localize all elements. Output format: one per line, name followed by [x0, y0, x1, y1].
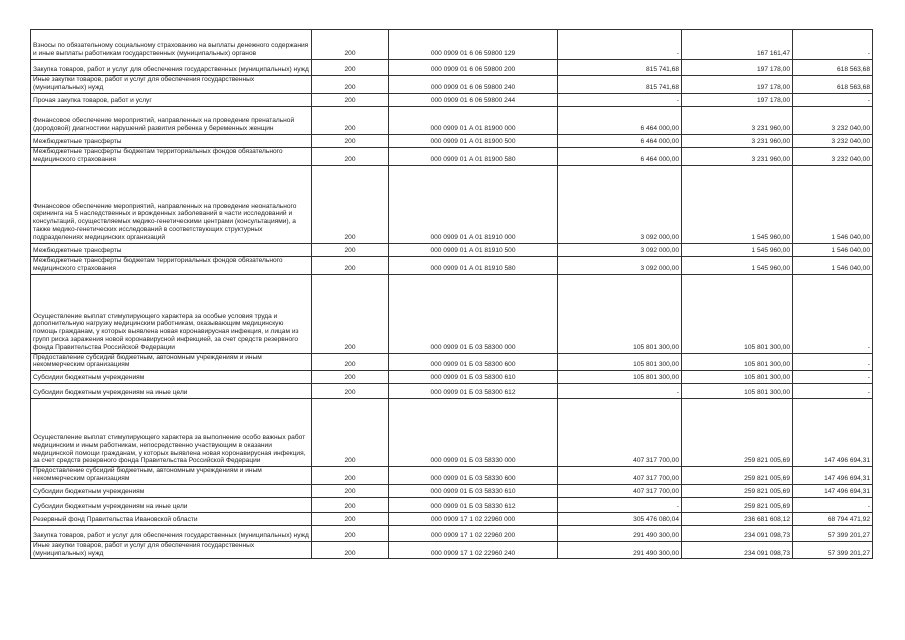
row-approved-amount: -: [558, 497, 682, 512]
row-unexecuted-amount: 57 399 201,27: [793, 525, 873, 541]
table-row: [31, 243, 873, 256]
row-code: 200: [312, 512, 389, 525]
row-unexecuted-amount: 3 232 040,00: [793, 147, 873, 165]
table-row: [31, 399, 873, 467]
row-budget-code: 000 0909 17 1 02 22960 200: [389, 525, 558, 541]
row-code: 200: [312, 243, 389, 256]
row-name: Осуществление выплат стимулирующего характера за особые условия труда и дополнительную нагрузку медицинским работникам, оказывающим медицинскую помощь гражданам, у которых выявлена новая коронавирусная инфекция, и лицам из групп риска заражения новой коронавирусной инфекцией, за счет средств резервного фонда Правительства Российской Федерации: [31, 274, 312, 353]
row-budget-code: 000 0909 01 А 01 81900 580: [389, 147, 558, 165]
row-name: Субсидии бюджетным учреждениям на иные цели: [31, 497, 312, 512]
table-body: [31, 30, 873, 559]
row-unexecuted-amount: 618 563,68: [793, 76, 873, 94]
row-name: Финансовое обеспечение мероприятий, направленных на проведение неонатального скрининга на 5 наследственных и врожденных заболеваний в части исследований и консультаций, осуществляемых медико-генетическими центрами (консультациями), а также медико-генетических исследований в соответствующих структурных подразделениях медицинских организаций: [31, 165, 312, 243]
row-executed-amount: 197 178,00: [682, 60, 793, 76]
row-code: 200: [312, 60, 389, 76]
table-row: [31, 165, 873, 243]
table-row: [31, 256, 873, 274]
row-approved-amount: 6 464 000,00: [558, 147, 682, 165]
table-row: [31, 353, 873, 371]
row-unexecuted-amount: -: [793, 30, 873, 60]
row-code: 200: [312, 384, 389, 399]
row-approved-amount: 291 490 300,00: [558, 525, 682, 541]
row-approved-amount: 407 317 700,00: [558, 467, 682, 485]
row-executed-amount: 259 821 005,69: [682, 467, 793, 485]
row-executed-amount: 259 821 005,69: [682, 399, 793, 467]
row-executed-amount: 3 231 960,00: [682, 147, 793, 165]
row-code: 200: [312, 371, 389, 384]
row-name: Предоставление субсидий бюджетным, автономным учреждениям и иным некоммерческим организациям: [31, 467, 312, 485]
table-row: [31, 497, 873, 512]
row-approved-amount: 105 801 300,00: [558, 353, 682, 371]
row-budget-code: 000 0909 17 1 02 22960 240: [389, 541, 558, 559]
row-approved-amount: 815 741,68: [558, 60, 682, 76]
row-code: 200: [312, 93, 389, 106]
row-code: 200: [312, 76, 389, 94]
row-code: 200: [312, 484, 389, 497]
table-row: [31, 274, 873, 353]
row-executed-amount: 234 091 098,73: [682, 541, 793, 559]
row-budget-code: 000 0909 01 Б 03 58300 000: [389, 274, 558, 353]
table-row: [31, 525, 873, 541]
row-budget-code: 000 0909 01 Б 03 58300 600: [389, 353, 558, 371]
row-unexecuted-amount: -: [793, 371, 873, 384]
row-name: Предоставление субсидий бюджетным, автономным учреждениям и иным некоммерческим организациям: [31, 353, 312, 371]
row-executed-amount: 197 178,00: [682, 76, 793, 94]
row-name: Закупка товаров, работ и услуг для обеспечения государственных (муниципальных) нужд: [31, 60, 312, 76]
row-unexecuted-amount: 147 496 694,31: [793, 399, 873, 467]
row-code: 200: [312, 106, 389, 134]
row-budget-code: 000 0909 01 Б 03 58330 612: [389, 497, 558, 512]
row-code: 200: [312, 525, 389, 541]
row-budget-code: 000 0909 01 Б 03 58330 600: [389, 467, 558, 485]
row-code: 200: [312, 147, 389, 165]
table-row: [31, 134, 873, 147]
row-executed-amount: 259 821 005,69: [682, 497, 793, 512]
row-executed-amount: 1 545 960,00: [682, 165, 793, 243]
row-executed-amount: 105 801 300,00: [682, 353, 793, 371]
row-name: Резервный фонд Правительства Ивановской области: [31, 512, 312, 525]
row-name: Взносы по обязательному социальному страхованию на выплаты денежного содержания и иные выплаты работникам государственных (муниципальных) органов: [31, 30, 312, 60]
row-approved-amount: 3 092 000,00: [558, 256, 682, 274]
row-unexecuted-amount: -: [793, 93, 873, 106]
table-row: [31, 467, 873, 485]
row-executed-amount: 197 178,00: [682, 93, 793, 106]
row-name: Финансовое обеспечение мероприятий, направленных на проведение пренатальной (дородовой) диагностики нарушений развития ребенка у беременных женщин: [31, 106, 312, 134]
row-budget-code: 000 0909 01 А 01 81910 580: [389, 256, 558, 274]
row-approved-amount: 291 490 300,00: [558, 541, 682, 559]
row-approved-amount: 105 801 300,00: [558, 371, 682, 384]
row-approved-amount: 3 092 000,00: [558, 243, 682, 256]
table-row: [31, 30, 873, 60]
row-name: Межбюджетные трансферты: [31, 134, 312, 147]
row-executed-amount: 236 681 608,12: [682, 512, 793, 525]
table-row: [31, 484, 873, 497]
row-budget-code: 000 0909 01 6 06 59800 244: [389, 93, 558, 106]
table-row: [31, 371, 873, 384]
row-unexecuted-amount: -: [793, 497, 873, 512]
row-budget-code: 000 0909 01 6 06 59800 200: [389, 60, 558, 76]
row-name: Субсидии бюджетным учреждениям на иные цели: [31, 384, 312, 399]
row-approved-amount: 305 476 080,04: [558, 512, 682, 525]
row-code: 200: [312, 274, 389, 353]
table-row: [31, 76, 873, 94]
row-budget-code: 000 0909 01 Б 03 58300 610: [389, 371, 558, 384]
row-executed-amount: 105 801 300,00: [682, 384, 793, 399]
row-name: Прочая закупка товаров, работ и услуг: [31, 93, 312, 106]
row-executed-amount: 234 091 098,73: [682, 525, 793, 541]
row-name: Межбюджетные трансферты: [31, 243, 312, 256]
table-row: [31, 93, 873, 106]
row-budget-code: 000 0909 01 А 01 81900 500: [389, 134, 558, 147]
row-code: 200: [312, 353, 389, 371]
row-name: Иные закупки товаров, работ и услуг для обеспечения государственных (муниципальных) нужд: [31, 541, 312, 559]
row-unexecuted-amount: 1 546 040,00: [793, 165, 873, 243]
row-name: Субсидии бюджетным учреждениям: [31, 484, 312, 497]
row-approved-amount: -: [558, 30, 682, 60]
row-approved-amount: 407 317 700,00: [558, 399, 682, 467]
row-budget-code: 000 0909 01 А 01 81910 500: [389, 243, 558, 256]
row-unexecuted-amount: 147 496 694,31: [793, 467, 873, 485]
row-unexecuted-amount: 147 496 694,31: [793, 484, 873, 497]
row-budget-code: 000 0909 01 Б 03 58330 610: [389, 484, 558, 497]
row-unexecuted-amount: 3 232 040,00: [793, 106, 873, 134]
table-row: [31, 106, 873, 134]
row-unexecuted-amount: 68 794 471,92: [793, 512, 873, 525]
row-executed-amount: 1 545 960,00: [682, 243, 793, 256]
row-budget-code: 000 0909 01 А 01 81910 000: [389, 165, 558, 243]
row-approved-amount: 105 801 300,00: [558, 274, 682, 353]
row-budget-code: 000 0909 01 Б 03 58300 612: [389, 384, 558, 399]
row-executed-amount: 3 231 960,00: [682, 134, 793, 147]
row-approved-amount: -: [558, 93, 682, 106]
table-row: [31, 384, 873, 399]
row-code: 200: [312, 467, 389, 485]
table-row: [31, 541, 873, 559]
row-unexecuted-amount: 1 546 040,00: [793, 243, 873, 256]
row-code: 200: [312, 165, 389, 243]
row-unexecuted-amount: -: [793, 384, 873, 399]
row-code: 200: [312, 134, 389, 147]
row-budget-code: 000 0909 01 6 06 59800 129: [389, 30, 558, 60]
row-code: 200: [312, 30, 389, 60]
row-unexecuted-amount: -: [793, 353, 873, 371]
row-code: 200: [312, 497, 389, 512]
budget-execution-table: [30, 29, 873, 559]
row-approved-amount: 6 464 000,00: [558, 134, 682, 147]
row-approved-amount: -: [558, 384, 682, 399]
row-executed-amount: 1 545 960,00: [682, 256, 793, 274]
row-budget-code: 000 0909 01 Б 03 58330 000: [389, 399, 558, 467]
row-executed-amount: 105 801 300,00: [682, 371, 793, 384]
table-row: [31, 147, 873, 165]
row-name: Межбюджетные трансферты бюджетам территориальных фондов обязательного медицинского страхования: [31, 147, 312, 165]
row-approved-amount: 407 317 700,00: [558, 484, 682, 497]
row-executed-amount: 167 161,47: [682, 30, 793, 60]
row-name: Закупка товаров, работ и услуг для обеспечения государственных (муниципальных) нужд: [31, 525, 312, 541]
row-code: 200: [312, 256, 389, 274]
table-row: [31, 60, 873, 76]
row-name: Субсидии бюджетным учреждениям: [31, 371, 312, 384]
row-name: Межбюджетные трансферты бюджетам территориальных фондов обязательного медицинского страхования: [31, 256, 312, 274]
row-executed-amount: 3 231 960,00: [682, 106, 793, 134]
row-executed-amount: 259 821 005,69: [682, 484, 793, 497]
row-code: 200: [312, 541, 389, 559]
row-code: 200: [312, 399, 389, 467]
row-unexecuted-amount: -: [793, 274, 873, 353]
row-name: Осуществление выплат стимулирующего характера за выполнение особо важных работ медицинским и иным работникам, непосредственно участвующим в оказании медицинской помощи гражданам, у которых выявлена новая коронавирусная инфекция, за счет средств резервного фонда Правительства Российской Федерации: [31, 399, 312, 467]
row-unexecuted-amount: 57 399 201,27: [793, 541, 873, 559]
row-approved-amount: 3 092 000,00: [558, 165, 682, 243]
row-approved-amount: 6 464 000,00: [558, 106, 682, 134]
row-approved-amount: 815 741,68: [558, 76, 682, 94]
row-budget-code: 000 0909 01 А 01 81900 000: [389, 106, 558, 134]
row-budget-code: 000 0909 01 6 06 59800 240: [389, 76, 558, 94]
row-name: Иные закупки товаров, работ и услуг для обеспечения государственных (муниципальных) нужд: [31, 76, 312, 94]
row-executed-amount: 105 801 300,00: [682, 274, 793, 353]
row-unexecuted-amount: 618 563,68: [793, 60, 873, 76]
row-unexecuted-amount: 3 232 040,00: [793, 134, 873, 147]
table-row: [31, 512, 873, 525]
row-budget-code: 000 0909 17 1 02 22960 000: [389, 512, 558, 525]
row-unexecuted-amount: 1 546 040,00: [793, 256, 873, 274]
